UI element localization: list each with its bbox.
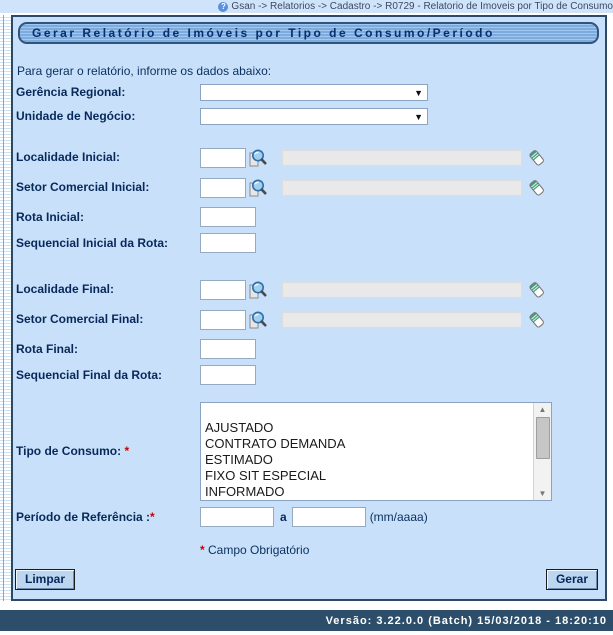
localidade-final-description bbox=[282, 282, 522, 298]
tipo-consumo-listbox[interactable] bbox=[200, 402, 552, 501]
tipo-consumo-option[interactable]: FIXO SIT ESPECIAL bbox=[205, 468, 327, 483]
gerencia-regional-label: Gerência Regional: bbox=[16, 85, 126, 99]
row-rota-final bbox=[16, 339, 605, 359]
row-setor-comercial-final bbox=[16, 309, 605, 330]
unidade-negocio-select[interactable] bbox=[200, 108, 428, 125]
row-sequencial-inicial bbox=[16, 233, 605, 253]
row-periodo-referencia bbox=[16, 507, 605, 527]
setor-comercial-final-label: Setor Comercial Final: bbox=[16, 312, 144, 326]
row-localidade-inicial bbox=[16, 147, 605, 168]
tipo-consumo-option[interactable]: AJUSTADO bbox=[205, 420, 274, 435]
eraser-icon[interactable] bbox=[527, 148, 546, 168]
version-text: Versão: 3.22.0.0 (Batch) 15/03/2018 - 18:20:10 bbox=[325, 614, 607, 627]
tipo-consumo-label: Tipo de Consumo: * bbox=[16, 444, 130, 458]
localidade-final-label: Localidade Final: bbox=[16, 282, 115, 296]
localidade-inicial-label: Localidade Inicial: bbox=[16, 150, 121, 164]
breadcrumb-text: Gsan -> Relatorios -> Cadastro -> R0729 - Relatorio de Imoveis por Tipo de Consumo bbox=[231, 1, 613, 12]
setor-comercial-final-description bbox=[282, 312, 522, 328]
unidade-negocio-label: Unidade de Negócio: bbox=[16, 109, 136, 123]
sequencial-final-label: Sequencial Final da Rota: bbox=[16, 367, 163, 382]
periodo-inicial-input[interactable] bbox=[200, 507, 274, 527]
rota-final-input[interactable] bbox=[200, 339, 256, 359]
eraser-icon[interactable] bbox=[527, 310, 546, 330]
row-unidade-negocio bbox=[16, 108, 605, 125]
limpar-button[interactable]: Limpar bbox=[15, 569, 75, 590]
setor-comercial-final-input[interactable] bbox=[200, 310, 246, 330]
setor-comercial-inicial-description bbox=[282, 180, 522, 196]
scroll-down-icon[interactable]: ▼ bbox=[538, 489, 547, 498]
periodo-format-hint: (mm/aaaa) bbox=[369, 510, 428, 524]
row-tipo-consumo bbox=[16, 402, 605, 501]
search-icon[interactable] bbox=[246, 279, 267, 300]
scroll-up-icon[interactable]: ▲ bbox=[538, 405, 547, 414]
scrollbar-thumb[interactable] bbox=[536, 417, 550, 459]
localidade-inicial-input[interactable] bbox=[200, 148, 246, 168]
tipo-consumo-option[interactable]: CONTRATO DEMANDA bbox=[205, 436, 346, 451]
search-icon[interactable] bbox=[246, 177, 267, 198]
periodo-final-input[interactable] bbox=[292, 507, 366, 527]
row-rota-inicial bbox=[16, 207, 605, 227]
rota-inicial-label: Rota Inicial: bbox=[16, 209, 85, 224]
chevron-down-icon: ▼ bbox=[414, 87, 423, 98]
periodo-separator: a bbox=[280, 510, 287, 524]
intro-text: Para gerar o relatório, informe os dados abaixo: bbox=[17, 64, 272, 78]
sequencial-inicial-input[interactable] bbox=[200, 233, 256, 253]
action-buttons bbox=[15, 569, 598, 590]
tipo-consumo-option[interactable] bbox=[205, 404, 531, 420]
page-title: Gerar Relatório de Imóveis por Tipo de Consumo/Período bbox=[18, 22, 599, 44]
localidade-final-input[interactable] bbox=[200, 280, 246, 300]
required-marker: * bbox=[200, 543, 205, 557]
setor-comercial-inicial-label: Setor Comercial Inicial: bbox=[16, 180, 150, 194]
periodo-referencia-label: Período de Referência :* bbox=[16, 509, 155, 524]
search-icon[interactable] bbox=[246, 309, 267, 330]
eraser-icon[interactable] bbox=[527, 178, 546, 198]
report-form-panel bbox=[11, 15, 607, 601]
sequencial-final-input[interactable] bbox=[200, 365, 256, 385]
localidade-inicial-description bbox=[282, 150, 522, 166]
gerencia-regional-select[interactable] bbox=[200, 84, 428, 101]
chevron-down-icon: ▼ bbox=[414, 111, 423, 122]
tipo-consumo-option[interactable]: ESTIMADO bbox=[205, 452, 273, 467]
setor-comercial-inicial-input[interactable] bbox=[200, 178, 246, 198]
listbox-scrollbar[interactable] bbox=[533, 403, 551, 500]
search-icon[interactable] bbox=[246, 147, 267, 168]
help-icon[interactable]: ? bbox=[218, 2, 228, 12]
rota-final-label: Rota Final: bbox=[16, 341, 78, 356]
required-marker: * bbox=[124, 444, 130, 458]
version-footer bbox=[0, 610, 613, 631]
row-sequencial-final bbox=[16, 365, 605, 385]
left-frame-gutter bbox=[0, 15, 11, 601]
sequencial-inicial-label: Sequencial Inicial da Rota: bbox=[16, 235, 169, 250]
breadcrumb bbox=[0, 0, 613, 14]
required-marker: * bbox=[150, 509, 155, 524]
gerar-button[interactable]: Gerar bbox=[546, 569, 598, 590]
row-gerencia-regional bbox=[16, 84, 605, 101]
tipo-consumo-option[interactable]: INFORMADO bbox=[205, 484, 285, 499]
eraser-icon[interactable] bbox=[527, 280, 546, 300]
row-setor-comercial-inicial bbox=[16, 177, 605, 198]
row-localidade-final bbox=[16, 279, 605, 300]
rota-inicial-input[interactable] bbox=[200, 207, 256, 227]
required-note: * Campo Obrigatório bbox=[200, 543, 310, 557]
